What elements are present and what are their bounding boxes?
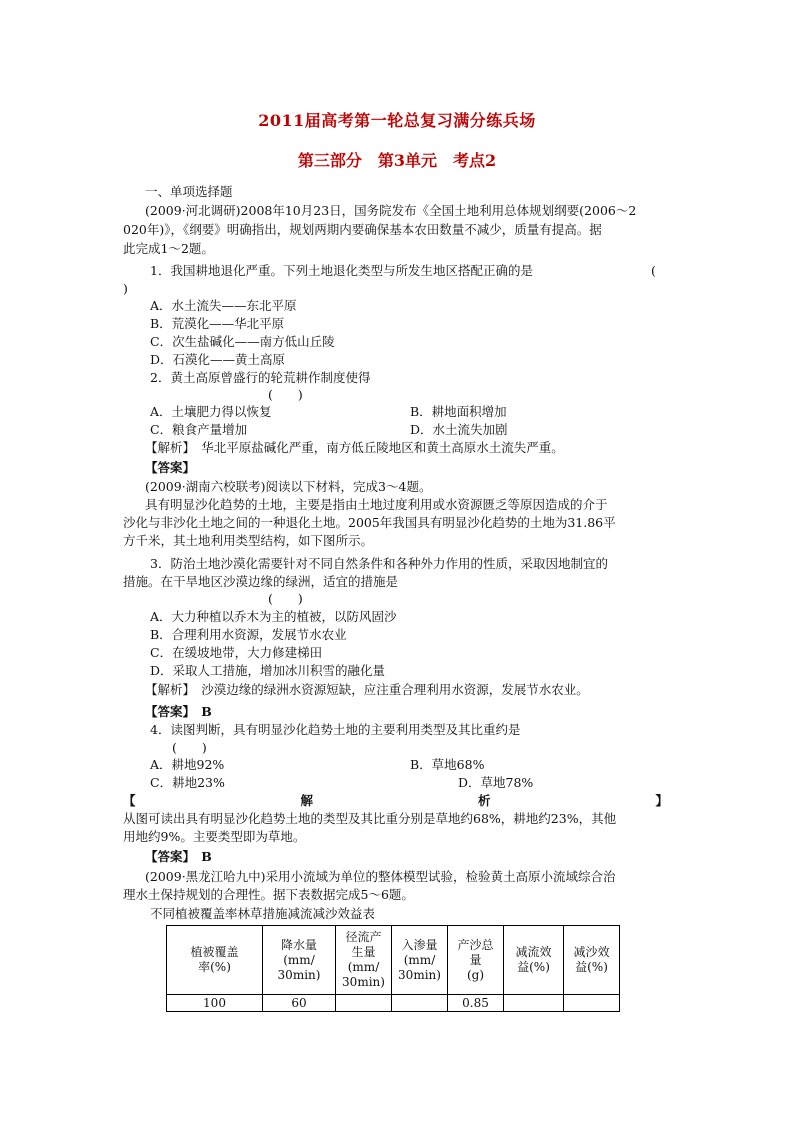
header-runoff [336, 926, 392, 995]
q4-analysis-char1: 解 [300, 793, 313, 808]
q4-option-c: C．耕地23% [150, 775, 225, 790]
header-text: 径流产 [345, 930, 382, 944]
q4-analysis-line2: 从图可读出具有明显沙化趋势土地的类型及其比重分别是草地约68%，耕地约23%，其他 [123, 811, 617, 826]
table-cell: 100 [167, 995, 263, 1012]
table-caption: 不同植被覆盖率林草措施减流减沙效益表 [150, 906, 376, 921]
q2-option-c: C．粮食产量增加 [150, 422, 248, 437]
header-coverage [167, 926, 263, 995]
table-cell [504, 995, 564, 1012]
header-text: 益(%) [517, 960, 550, 974]
q1-option-c: C．次生盐碱化——南方低山丘陵 [150, 334, 335, 349]
q4-analysis-char2: 析 [477, 793, 491, 808]
header-text: 量 [469, 952, 482, 967]
header-flow-reduction [504, 926, 564, 995]
header-sediment-reduction [564, 926, 620, 995]
q1-paren-close: ) [123, 281, 128, 296]
table-row [167, 995, 620, 1012]
q2-analysis: 【解析】 华北平原盐碱化严重，南方低丘陵地区和黄土高原水土流失严重。 [145, 440, 564, 455]
q3-option-c: C．在缓坡地带，大力修建梯田 [150, 645, 323, 660]
q3-stem-line1: 3．防治土地沙漠化需要针对不同自然条件和各种外力作用的性质，采取因地制宜的 [150, 556, 608, 571]
q3-option-b: B．合理利用水资源，发展节水农业 [150, 627, 347, 642]
document-subtitle: 第三部分 第3单元 考点2 [297, 151, 497, 170]
q3-paren: ( ) [268, 591, 303, 606]
q4-stem: 4．读图判断，具有明显沙化趋势土地的主要利用类型及其比重约是 [150, 722, 521, 737]
header-text: 入渗量 [401, 937, 438, 952]
q4-option-b: B．草地68% [410, 757, 485, 772]
intro3-line2: 理水土保持规划的合理性。据下表数据完成5～6题。 [123, 887, 414, 902]
q1-paren-open: ( [651, 263, 656, 278]
q1-option-b: B．荒漠化——华北平原 [150, 316, 285, 331]
q3-option-d: D．采取人工措施，增加冰川积雪的融化量 [150, 663, 386, 678]
header-text: 减沙效 [573, 945, 610, 959]
q4-answer: 【答案】 B [145, 849, 212, 864]
q4-analysis-line3: 用地约9%。主要类型即为草地。 [123, 829, 306, 844]
q2-option-a: A．土壤肥力得以恢复 [150, 404, 272, 419]
intro2-line2: 具有明显沙化趋势的土地，主要是指由土地过度利用或水资源匮乏等原因造成的介于 [145, 497, 608, 512]
header-text: (mm/ [283, 952, 315, 967]
header-text: 减流效 [515, 945, 552, 959]
header-text: 30min) [398, 967, 441, 982]
q4-option-a: A．耕地92% [150, 757, 225, 772]
intro2-line3: 沙化与非沙化土地之间的一种退化土地。2005年我国具有明显沙化趋势的土地为31.86平 [123, 515, 616, 530]
document-title: 2011届高考第一轮总复习满分练兵场 [258, 111, 536, 130]
q4-analysis-heading [123, 792, 668, 810]
header-infiltration [392, 926, 448, 995]
q2-option-b: B．耕地面积增加 [410, 404, 507, 419]
intro3-line1: (2009·黑龙江哈九中)采用小流域为单位的整体模型试验，检验黄土高原小流域综合治 [145, 869, 616, 884]
q3-analysis: 【解析】 沙漠边缘的绿洲水资源短缺，应注重合理利用水资源，发展节水农业。 [145, 682, 589, 697]
header-text: 率(%) [198, 960, 231, 974]
intro2-line1: (2009·湖南六校联考)阅读以下材料，完成3～4题。 [145, 479, 432, 494]
header-text: 益(%) [575, 960, 608, 974]
header-text: (mm/ [403, 952, 436, 967]
header-text: 30min) [342, 975, 385, 989]
table-header-row [167, 926, 620, 995]
intro1-line1: (2009·河北调研)2008年10月23日，国务院发布《全国土地利用总体规划纲要(2006～2 [145, 203, 637, 218]
header-text: 降水量 [280, 937, 317, 952]
q4-analysis-open: 【 [123, 793, 136, 808]
q2-stem: 2．黄土高原曾盛行的轮荒耕作制度使得 [150, 370, 371, 385]
intro1-line2: 020年)》，《纲要》明确指出，规划两期内要确保基本农田数量不减少，质量有提高。据 [123, 222, 602, 237]
q2-option-d: D．水土流失加剧 [410, 422, 508, 437]
intro2-line4: 方千米，其土地利用类型结构，如下图所示。 [123, 533, 374, 548]
table-cell [392, 995, 448, 1012]
header-text: 产沙总 [457, 937, 494, 952]
header-text: (mm/ [347, 960, 380, 974]
q1-stem: 1．我国耕地退化严重。下列土地退化类型与所发生地区搭配正确的是 [150, 263, 533, 278]
table-cell [564, 995, 620, 1012]
header-sediment [448, 926, 504, 995]
q4-paren: ( ) [172, 740, 207, 755]
q2-paren: ( ) [268, 387, 303, 402]
q1-option-a: A．水土流失——东北平原 [150, 298, 297, 313]
section-heading: 一、单项选择题 [145, 184, 233, 199]
table-cell: 60 [263, 995, 336, 1012]
data-table [166, 925, 620, 1012]
q3-option-a: A．大力种植以乔木为主的植被，以防风固沙 [150, 609, 397, 624]
header-text: 生量 [351, 945, 376, 959]
header-text: 植被覆盖 [190, 945, 239, 959]
table-cell: 0.85 [448, 995, 504, 1012]
q3-stem-line2: 措施。在干旱地区沙漠边缘的绿洲，适宜的措施是 [123, 574, 399, 589]
q3-answer: 【答案】 B [145, 704, 212, 719]
q4-analysis-close: 】 [655, 793, 668, 808]
header-precipitation [263, 926, 336, 995]
q4-option-d: D．草地78% [458, 775, 534, 790]
q1-option-d: D．石漠化——黄土高原 [150, 352, 286, 367]
q2-answer: 【答案】 [145, 460, 196, 475]
header-text: (g) [466, 967, 485, 982]
intro1-line3: 此完成1～2题。 [123, 241, 214, 256]
header-text: 30min) [277, 967, 321, 982]
table-cell [336, 995, 392, 1012]
